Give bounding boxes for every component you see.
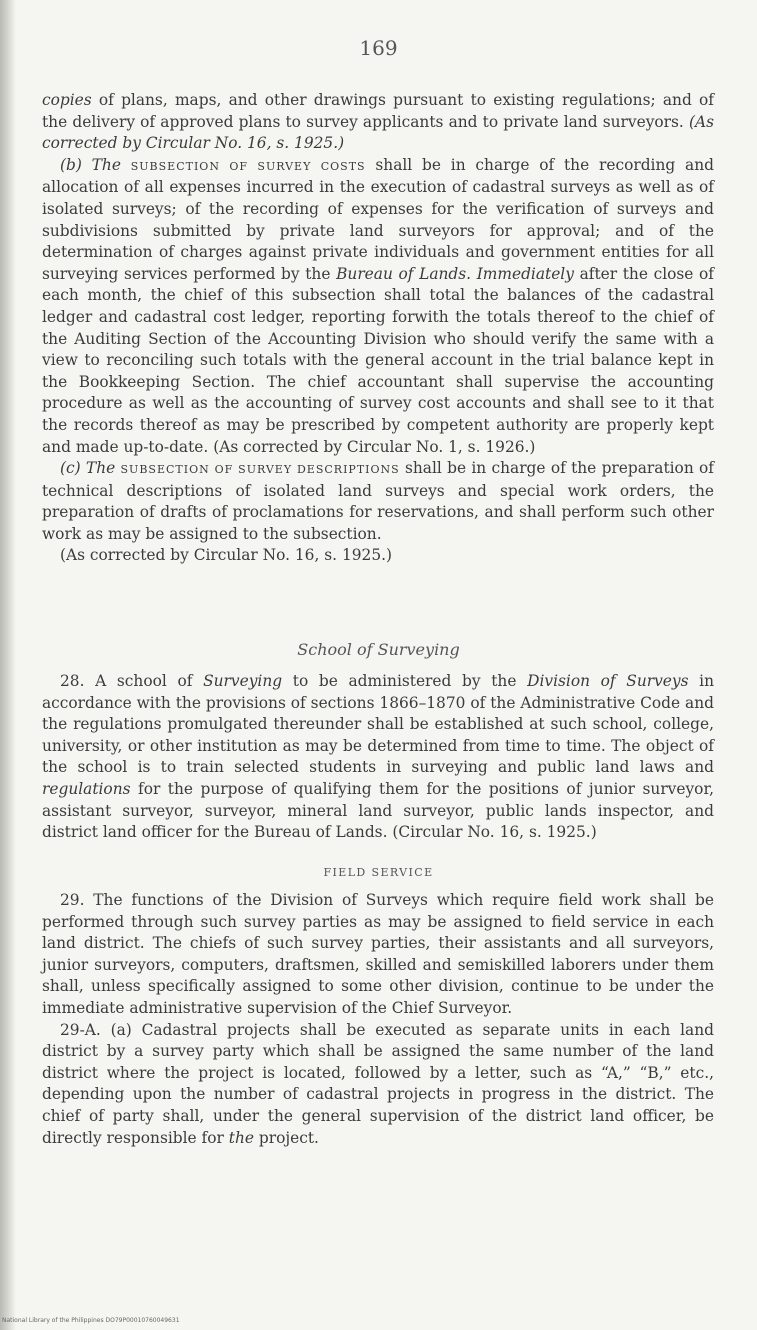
paragraph-28 [42,671,714,844]
circular-note: (Circular No. 16, s. 1925.) [392,823,597,842]
correction-note: (As corrected by Circular No. 1, s. 1926.) [213,437,536,456]
paragraph-survey-costs [42,155,714,458]
paragraph-29: 29. The functions of the Division of Surveys which require field work shall be performed through such survey parties as may be assigned to field service in each land district. The chiefs of such survey parties, their assistants and all surveyors, junior surveyors, computers, draftsmen, skilled and semiskilled laborers under them shall, unless specifically assigned to some other division, continue to be under the immediate administrative supervision of the Chief Surveyor. [42,891,714,1017]
binding-shadow [0,0,16,1330]
paragraph-text: for the purpose of qualifying them for the positions of junior surveyor, assistant surveyor, surveyor, mineral land surveyor, public lands inspector, and district land officer for the Bureau of Lands. [42,779,714,842]
heading-field-service: FIELD SERVICE [323,866,434,879]
paragraph-survey-descriptions [42,458,714,545]
italic-text: Surveying [203,672,283,690]
italic-text: the [228,1128,254,1147]
paragraph-text: 29-A. (a) Cadastral projects shall be executed as separate units in each land district by a survey party which shall be assigned the same number of the land district where the project is located, followed by a letter, such as “A,” “B,” etc., depending upon the number of cadastral projects in progress in the district. The chief of party shall, under the general supervision of the district land officer, be directly responsible for [42,1020,714,1147]
subsection-title: SUBSECTION OF SURVEY DESCRIPTIONS [120,463,400,477]
page-number: 169 [359,36,398,60]
item-label: (b) The [60,155,131,174]
paragraph-text: in accordance with the provisions of sections 1866–1870 of the Administrative Code and the regulations promulgated thereunder shall be established at such school, college, university, or other institution as may be determined from time to time. The object of the school is to train selected students in surveying and public land laws and [42,672,714,777]
italic-text: regulations [42,779,131,798]
paragraph-plans-delivery [42,90,714,155]
lead-word: copies [42,91,92,109]
body-text-field-service [42,890,714,1149]
body-text-top [42,90,714,567]
italic-text: Division of Surveys [527,672,689,690]
paragraph-text-end: project. [253,1128,319,1147]
italic-text: Bureau of Lands. Immediately [336,264,574,283]
paragraph-text: shall be in charge of the preparation of technical descriptions of isolated land surveys and special work orders, the preparation of drafts of proclamations for reservations, and shall perform such other work as may be assigned to the subsection. [42,459,714,543]
paragraph-29a [42,1020,714,1150]
subsection-title: SUBSECTION OF SURVEY COSTS [130,159,366,173]
correction-note: (As corrected by Circular No. 16, s. 1925.) [60,546,393,565]
item-label: (c) The [60,459,121,478]
correction-note-line [42,545,714,567]
paragraph-number: 28. A school of [60,672,204,690]
body-text-school [42,671,714,844]
correction-note: (As corrected by Circular No. 16, s. 1925.) [42,112,714,153]
library-footer: National Library of the Philippines DO79P00010760049631 [2,1317,180,1324]
paragraph-text-cont: after the close of each month, the chief of this subsection shall total the balances of the cadastral ledger and cadastral cost ledger, reporting forwith the totals thereof to the chief of the Auditing Section of the Accounting Division who should verify the same with a view to reconciling such totals with the general account in the trial balance kept in the Bookkeeping Section. The chief accountant shall supervise the accounting procedure as well as the accounting of survey cost accounts and shall see to it that the records thereof as may be prescribed by competent authority are properly kept and made up-to-date. [42,264,714,456]
heading-school-of-surveying: School of Surveying [297,640,460,659]
paragraph-text: shall be in charge of the recording and allocation of all expenses incurred in the execution of cadastral surveys as well as of isolated surveys; of the recording of expenses for the verification of surveys and subdivisions submitted by private land surveyors for approval; and of the determination of charges against private individuals and government entities for all surveying services performed by the [42,155,714,283]
paragraph-text: of plans, maps, and other drawings pursuant to existing regulations; and of the delivery of approved plans to survey applicants and to private land surveyors. [42,91,714,131]
paragraph-text: to be administered by the [282,672,528,690]
